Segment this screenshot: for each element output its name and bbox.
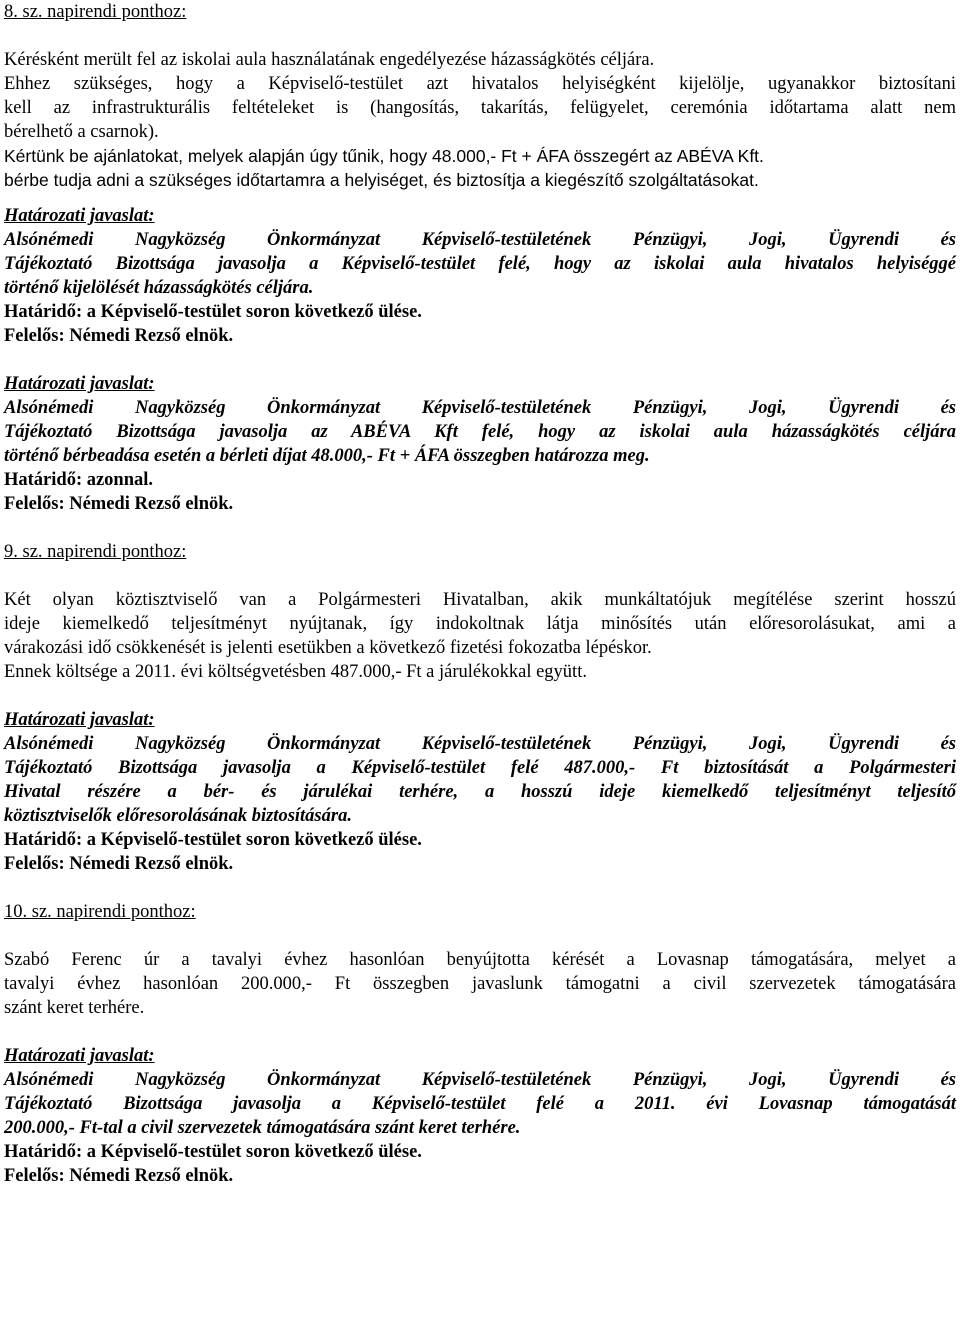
document-page xyxy=(4,0,956,1188)
text-line: Tájékoztató Bizottsága javasolja a Képviselő-testület felé a 2011. évi Lovasnap támogatását xyxy=(4,1094,956,1114)
section-heading: 10. sz. napirendi ponthoz: xyxy=(4,902,196,922)
resolution-proposal xyxy=(4,204,956,348)
resolution-proposal xyxy=(4,708,956,876)
resolution-label: Határozati javaslat: xyxy=(4,1046,155,1066)
text-line: történő bérbeadása esetén a bérleti díjat 48.000,- Ft + ÁFA összegben határozza meg. xyxy=(4,446,650,466)
text-line: kell az infrastrukturális feltételeket is (hangosítás, takarítás, felügyelet, ceremónia időtartama alatt nem xyxy=(4,98,956,118)
resolution-deadline: Határidő: a Képviselő-testület soron következő ülése. xyxy=(4,830,422,850)
text-line: Kérésként merült fel az iskolai aula használatának engedélyezése házasságkötés céljára. xyxy=(4,50,655,70)
text-line: 200.000,- Ft-tal a civil szervezetek támogatására szánt keret terhére. xyxy=(4,1118,521,1138)
resolution-text xyxy=(4,1068,956,1140)
resolution-responsible: Felelős: Némedi Rezső elnök. xyxy=(4,326,234,346)
text-line: történő kijelölését házasságkötés céljára. xyxy=(4,278,314,298)
resolution-deadline: Határidő: azonnal. xyxy=(4,470,154,490)
text-line: Tájékoztató Bizottsága javasolja a Képviselő-testület felé, hogy az iskolai aula hivatalos helyiséggé xyxy=(4,254,956,274)
section-8 xyxy=(4,0,956,516)
resolution-deadline: Határidő: a Képviselő-testület soron következő ülése. xyxy=(4,1142,422,1162)
resolution-responsible: Felelős: Némedi Rezső elnök. xyxy=(4,494,234,514)
resolution-responsible: Felelős: Némedi Rezső elnök. xyxy=(4,854,234,874)
text-line: Tájékoztató Bizottsága javasolja az ABÉVA Kft felé, hogy az iskolai aula házasságkötés céljára xyxy=(4,422,956,442)
text-line: bérelhető a csarnok). xyxy=(4,122,159,142)
text-line: bérbe tudja adni a szükséges időtartamra a helyiséget, és biztosítja a kiegészítő szolgáltatásokat. xyxy=(4,170,759,190)
resolution-responsible: Felelős: Némedi Rezső elnök. xyxy=(4,1166,234,1186)
offer-paragraph xyxy=(4,144,956,192)
resolution-label: Határozati javaslat: xyxy=(4,374,155,394)
section-intro xyxy=(4,48,956,144)
text-line: tavalyi évhez hasonlóan 200.000,- Ft összegben javaslunk támogatni a civil szervezetek támogatására xyxy=(4,974,956,994)
text-line: Ennek költsége a 2011. évi költségvetésben 487.000,- Ft a járulékokkal együtt. xyxy=(4,662,587,682)
text-line: szánt keret terhére. xyxy=(4,998,145,1018)
text-line: köztisztviselők előresorolásának biztosítására. xyxy=(4,806,352,826)
text-line: Szabó Ferenc úr a tavalyi évhez hasonlóan benyújtotta kérését a Lovasnap támogatására, melyet a xyxy=(4,950,956,970)
resolution-label: Határozati javaslat: xyxy=(4,710,155,730)
text-line: ideje kiemelkedő teljesítményt nyújtanak, így indokoltnak látja minősítés után előresorolásukat, ami a xyxy=(4,614,956,634)
text-line: Alsónémedi Nagyközség Önkormányzat Képviselő-testületének Pénzügyi, Jogi, Ügyrendi és xyxy=(4,1070,956,1090)
resolution-deadline: Határidő: a Képviselő-testület soron következő ülése. xyxy=(4,302,422,322)
resolution-proposal xyxy=(4,372,956,516)
text-line: Hivatal részére a bér- és járulékai terhére, a hosszú ideje kiemelkedő teljesítményt teljesítő xyxy=(4,782,956,802)
text-line: Alsónémedi Nagyközség Önkormányzat Képviselő-testületének Pénzügyi, Jogi, Ügyrendi és xyxy=(4,734,956,754)
section-heading: 9. sz. napirendi ponthoz: xyxy=(4,542,187,562)
resolution-label: Határozati javaslat: xyxy=(4,206,155,226)
resolution-proposal xyxy=(4,1044,956,1188)
text-line: Tájékoztató Bizottsága javasolja a Képviselő-testület felé 487.000,- Ft biztosítását a Polgármesteri xyxy=(4,758,956,778)
resolution-text xyxy=(4,228,956,300)
section-heading: 8. sz. napirendi ponthoz: xyxy=(4,2,187,22)
section-intro xyxy=(4,948,956,1020)
text-line: Kértünk be ajánlatokat, melyek alapján úgy tűnik, hogy 48.000,- Ft + ÁFA összegért az ABÉVA Kft. xyxy=(4,146,764,166)
resolution-text xyxy=(4,396,956,468)
text-line: Alsónémedi Nagyközség Önkormányzat Képviselő-testületének Pénzügyi, Jogi, Ügyrendi és xyxy=(4,230,956,250)
resolution-text xyxy=(4,732,956,828)
text-line: várakozási idő csökkenését is jelenti esetükben a következő fizetési fokozatba lépéskor. xyxy=(4,638,652,658)
section-9 xyxy=(4,540,956,876)
text-line: Két olyan köztisztviselő van a Polgármesteri Hivatalban, akik munkáltatójuk megítélése szerint hosszú xyxy=(4,590,956,610)
section-10 xyxy=(4,900,956,1188)
text-line: Alsónémedi Nagyközség Önkormányzat Képviselő-testületének Pénzügyi, Jogi, Ügyrendi és xyxy=(4,398,956,418)
section-intro xyxy=(4,588,956,684)
text-line: Ehhez szükséges, hogy a Képviselő-testület azt hivatalos helyiségként kijelölje, ugyanakkor biztosítani xyxy=(4,74,956,94)
